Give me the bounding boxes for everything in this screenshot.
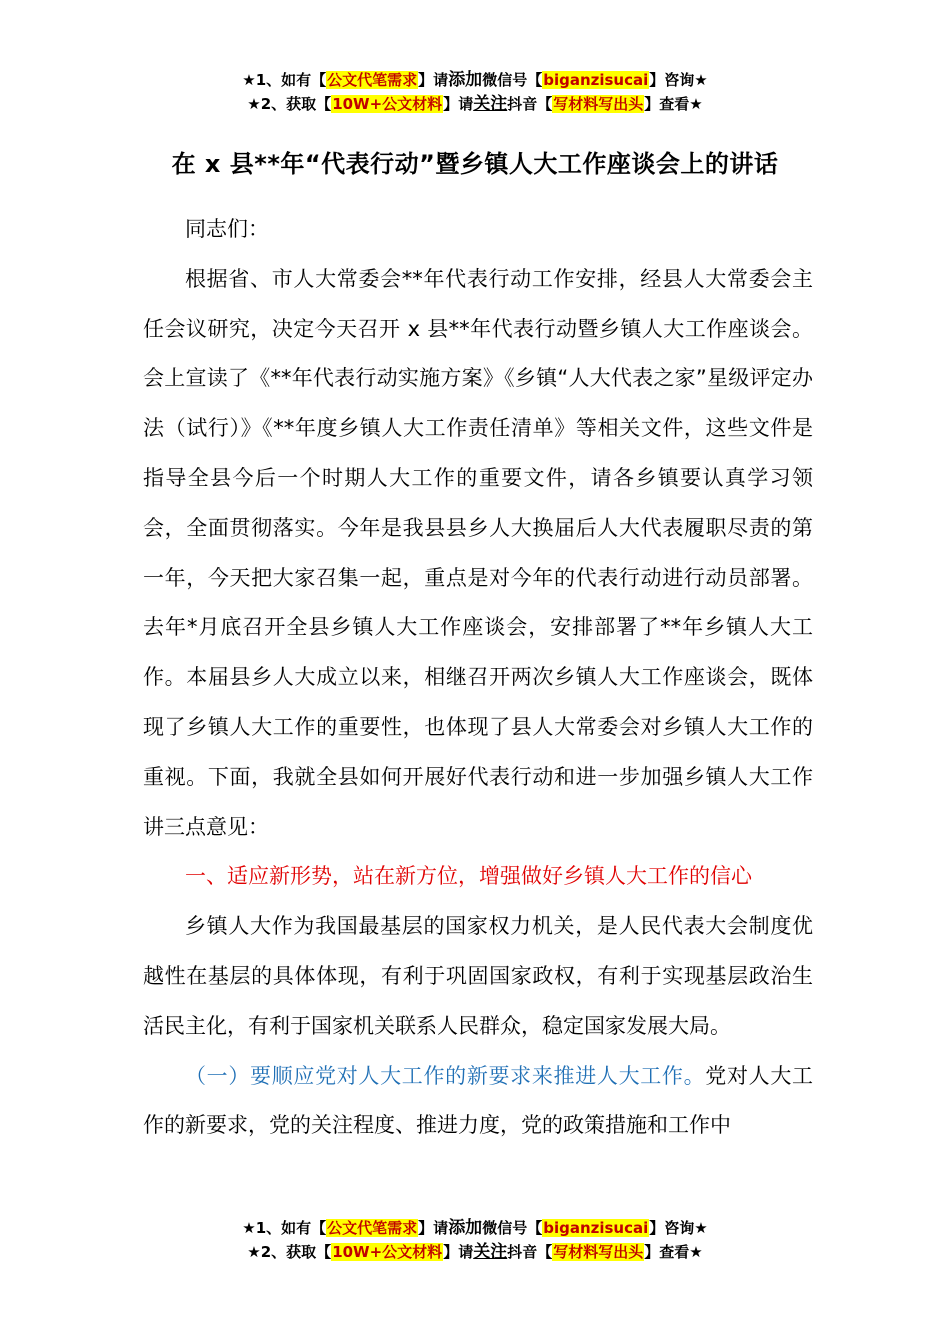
banner-emphasis: 关注 bbox=[473, 94, 508, 114]
document-title: 在 x 县**年“代表行动”暨乡镇人大工作座谈会上的讲话 bbox=[171, 150, 779, 178]
banner-text: ★2、获取【 bbox=[247, 95, 332, 113]
highlight-service: 公文代笔需求 bbox=[327, 71, 418, 89]
banner-emphasis: 添加 bbox=[448, 1218, 483, 1238]
subsection-heading-1: （一）要顺应党对人大工作的新要求来推进人大工作。 bbox=[185, 1063, 706, 1088]
banner-text: 】请 bbox=[418, 71, 449, 89]
banner-text: 】查看★ bbox=[644, 95, 703, 113]
banner-text: 】请 bbox=[443, 95, 474, 113]
banner-text: 】请 bbox=[418, 1219, 449, 1237]
header-banner bbox=[0, 68, 950, 116]
banner-emphasis: 添加 bbox=[448, 70, 483, 90]
banner-text: ★1、如有【 bbox=[242, 71, 327, 89]
paragraph-subsection-1 bbox=[143, 1052, 813, 1152]
banner-text: 】查看★ bbox=[644, 1243, 703, 1261]
banner-text: 抖音【 bbox=[507, 1243, 553, 1261]
banner-line-2 bbox=[0, 1240, 950, 1264]
banner-text: ★1、如有【 bbox=[242, 1219, 327, 1237]
paragraph-section-1: 乡镇人大作为我国最基层的国家权力机关，是人民代表大会制度优越性在基层的具体体现，有利于巩固国家政权，有利于实现基层政治生活民主化，有利于国家机关联系人民群众，稳定国家发展大局。 bbox=[143, 914, 813, 1038]
banner-line-1 bbox=[0, 1216, 950, 1240]
banner-text: 抖音【 bbox=[507, 95, 553, 113]
banner-emphasis: 关注 bbox=[473, 1242, 508, 1262]
section-heading-1: 一、适应新形势，站在新方位，增强做好乡镇人大工作的信心 bbox=[185, 864, 752, 889]
banner-line-2 bbox=[0, 92, 950, 116]
banner-text: ★2、获取【 bbox=[247, 1243, 332, 1261]
highlight-douyin-account: 写材料写出头 bbox=[553, 95, 644, 113]
banner-text: 】请 bbox=[443, 1243, 474, 1261]
highlight-materials: 10W+公文材料 bbox=[332, 95, 443, 113]
paragraph-intro: 根据省、市人大常委会**年代表行动工作安排，经县人大常委会主任会议研究，决定今天召开 x 县**年代表行动暨乡镇人大工作座谈会。会上宣读了《**年代表行动实施方案》《乡镇“人大代表之家”星级评定办法（试行）》《**年度乡镇人大工作责任清单》等相关文件，这些文件是指导全县今后一个时期人大工作的重要文件，请各乡镇要认真学习领会，全面贯彻落实。今年是我县县乡人大换届后人大代表履职尽责的第一年，今天把大家召集一起，重点是对今年的代表行动进行动员部署。去年*月底召开全县乡镇人大工作座谈会，安排部署了**年乡镇人大工作。本届县乡人大成立以来，相继召开两次乡镇人大工作座谈会，既体现了乡镇人大工作的重要性，也体现了县人大常委会对乡镇人大工作的重视。下面，我就全县如何开展好代表行动和进一步加强乡镇人大工作讲三点意见： bbox=[143, 266, 813, 839]
highlight-wechat-id: biganzisucai bbox=[543, 71, 649, 89]
banner-text: 】咨询★ bbox=[649, 71, 708, 89]
banner-text: 微信号【 bbox=[482, 1219, 543, 1237]
salutation: 同志们： bbox=[185, 217, 269, 241]
footer-banner bbox=[0, 1216, 950, 1264]
banner-line-1 bbox=[0, 68, 950, 92]
subsection-text: 党对人大工作的新要求，党的关注程度、推进力度，党的政策措施和工作中 bbox=[143, 1063, 814, 1138]
highlight-service: 公文代笔需求 bbox=[327, 1219, 418, 1237]
highlight-materials: 10W+公文材料 bbox=[332, 1243, 443, 1261]
banner-text: 微信号【 bbox=[482, 71, 543, 89]
document-body bbox=[143, 205, 813, 1151]
highlight-douyin-account: 写材料写出头 bbox=[553, 1243, 644, 1261]
banner-text: 】咨询★ bbox=[649, 1219, 708, 1237]
highlight-wechat-id: biganzisucai bbox=[543, 1219, 649, 1237]
